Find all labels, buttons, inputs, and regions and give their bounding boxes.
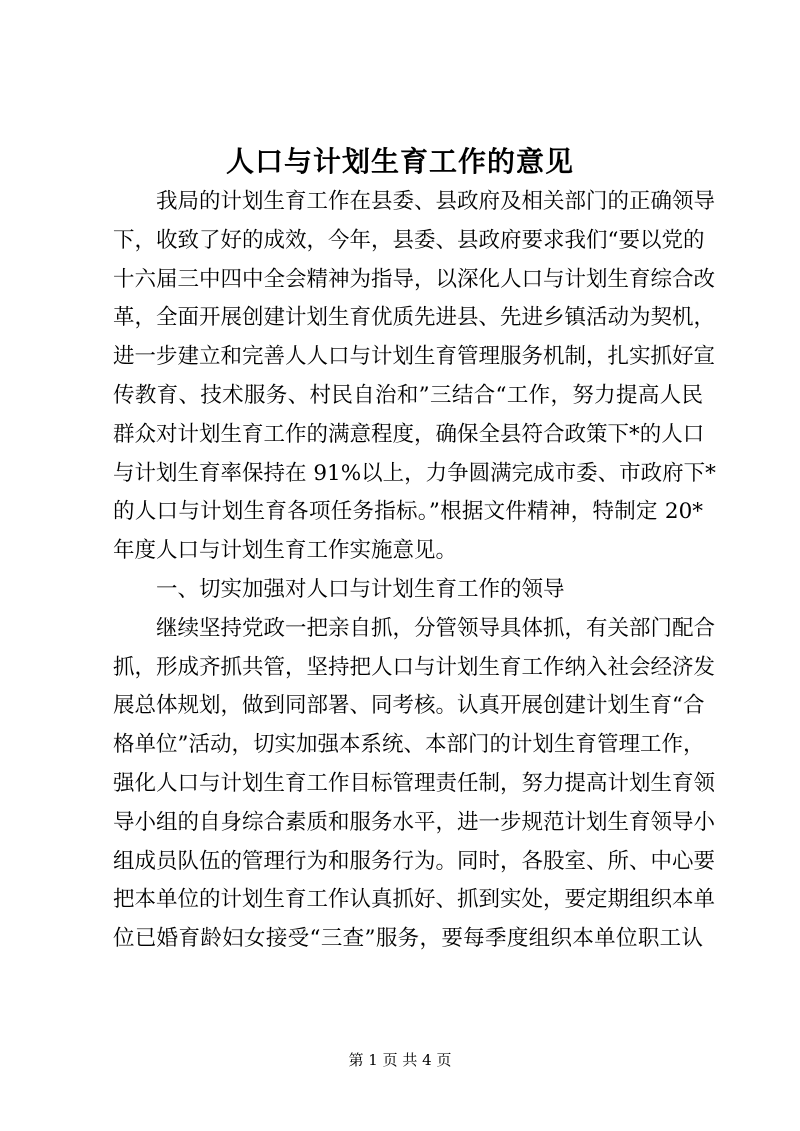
text-line: 与计划生育率保持在 91%以上，力争圆满完成市委、市政府下* — [113, 460, 716, 486]
page-footer: 第 1 页 共 4 页 — [348, 1051, 452, 1069]
text-line: 进一步建立和完善人人口与计划生育管理服务机制，扎实抓好宣 — [113, 344, 716, 370]
text-line: 革，全面开展创建计划生育优质先进县、先进乡镇活动为契机， — [113, 305, 716, 331]
document-body — [113, 183, 716, 959]
document-title: 人口与计划生育工作的意见 — [225, 145, 574, 178]
text-line: 十六届三中四中全会精神为指导，以深化人口与计划生育综合改 — [113, 266, 716, 292]
text-line: 强化人口与计划生育工作目标管理责任制，努力提高计划生育领 — [113, 770, 716, 796]
text-line: 年度人口与计划生育工作实施意见。 — [113, 538, 458, 564]
section-heading: 一、切实加强对人口与计划生育工作的领导 — [156, 576, 565, 602]
text-line: 群众对计划生育工作的满意程度，确保全县符合政策下*的人口 — [113, 421, 705, 447]
text-line: 把本单位的计划生育工作认真抓好、抓到实处，要定期组织本单 — [113, 887, 716, 913]
text-line: 下，收致了好的成效，今年，县委、县政府要求我们“要以党的 — [113, 227, 705, 253]
text-line: 导小组的自身综合素质和服务水平，进一步规范计划生育领导小 — [113, 809, 716, 835]
text-line: 位已婚育龄妇女接受“三查”服务，要每季度组织本单位职工认 — [113, 926, 703, 952]
text-line: 的人口与计划生育各项任务指标。”根据文件精神，特制定 20* — [113, 499, 703, 525]
text-line: 组成员队伍的管理行为和服务行为。同时，各股室、所、中心要 — [113, 848, 716, 874]
text-line: 我局的计划生育工作在县委、县政府及相关部门的正确领导 — [156, 189, 716, 214]
text-line: 传教育、技术服务、村民自治和”三结合“工作，努力提高人民 — [113, 382, 703, 408]
text-line: 展总体规划，做到同部署、同考核。认真开展创建计划生育“合 — [113, 693, 705, 719]
text-line: 格单位”活动，切实加强本系统、本部门的计划生育管理工作， — [113, 732, 705, 758]
text-line: 抓，形成齐抓共管，坚持把人口与计划生育工作纳入社会经济发 — [113, 654, 716, 680]
text-line: 继续坚持党政一把亲自抓，分管领导具体抓，有关部门配合 — [156, 615, 716, 641]
